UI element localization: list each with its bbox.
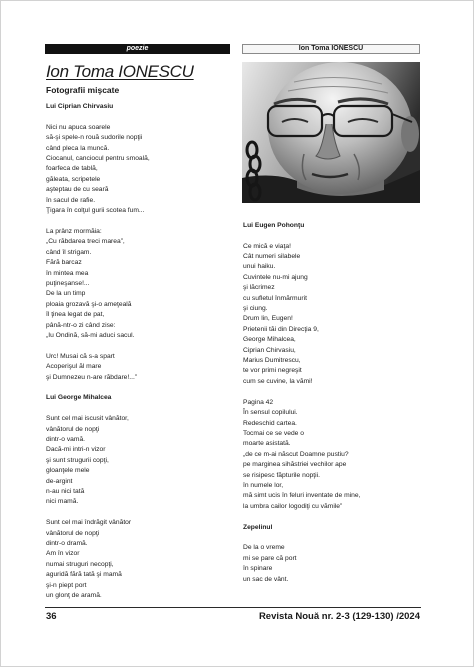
poem-line: ploaia grozavă şi-o ameţeală [46,300,132,308]
stanza-break [243,231,420,241]
poem-title: Fotografii mişcate [46,85,120,95]
poem-line: De la o vreme [243,544,285,552]
poem-line: la umbra cailor logodiţi cu vămile” [243,502,343,510]
poem-line: de-argint [46,477,73,485]
page-number: 36 [46,611,57,622]
poem-line: puţineşanse!... [46,279,90,287]
stanza [46,518,230,601]
poem-line: Cuvintele nu-mi ajung [243,273,308,281]
poem-line: dintr-o dramă. [46,540,88,548]
poem-line: cu sufletul înmărmurit [243,294,307,302]
poem-line: Prietenii tăi din Direcţia 9, [243,325,319,333]
poem-line: gloanţele mele [46,467,90,475]
poem-line: găleata, scripetele [46,175,101,183]
author-header-box: Ion Toma IONESCU [242,44,420,54]
stanza-break [243,533,420,543]
author-name-title: Ion Toma IONESCU [46,62,194,81]
poem-line: un sac de vânt. [243,575,289,583]
poem-line: în numele lor, [243,481,284,489]
poem-line: mă simt ucis în feluri inventate de mine, [243,492,361,500]
poem-line: până-ntr-o zi când zise: [46,321,116,329]
poem-line: Fără barcaz [46,259,82,267]
stanza [46,352,230,383]
stanza-break [46,216,230,226]
poem-heading: Lui George Mihalcea [46,394,112,402]
poem-line: şi lăcrimez [243,284,275,292]
poem-line: în mintea mea [46,269,89,277]
right-column [243,221,420,585]
publication-name: Revista Nouă nr. 2-3 (129-130) /2024 [258,611,420,622]
poem-line: aguridă fără tată şi mamă [46,571,122,579]
poem-line: şi sunt strugurii copţi, [46,456,109,464]
poem-line: Ce mică e viaţa! [243,242,291,250]
poem-line: Nici nu apuca soarele [46,123,111,131]
poem-line: Cât numeri silabele [243,253,301,261]
poem-line: „Iu Ondină, să-mi aduci sacul. [46,331,135,339]
poem-line: Pagina 42 [243,398,274,406]
stanza-break [46,112,230,122]
poem-line: mi se pare că port [243,554,297,562]
poem-line: George Mihalcea, [243,336,296,344]
poem-line: vânătorul de nopţi [46,425,100,433]
poem-line: Marius Dumitrescu, [243,357,301,365]
glasses-icon [268,106,412,136]
poem-line: pe marginea sihăstriei vechilor ape [243,461,347,469]
poem-line: Ţigara în colţul gurii scotea fum... [46,207,145,215]
stanza [243,242,420,388]
poem-heading: Zepelinul [243,523,273,531]
poem-line: Sunt cel mai iscusit vânător, [46,415,129,423]
poem-line: De la un timp [46,290,86,298]
poem-line: Urc! Musai că s-a spart [46,352,115,360]
poem-line: numai struguri necopţi, [46,560,114,568]
poem-line: un glonţ de aramă. [46,592,102,600]
poem-line: Dacă-mi intri-n vizor [46,446,106,454]
poem-line: n-au nici tată [46,488,85,496]
poem-line: dintr-o vamă. [46,436,86,443]
stanza-break [46,341,230,351]
poem-line: Acoperişul ăl mare [46,363,102,371]
stanza-break [46,404,230,414]
stanza [46,414,230,508]
author-portrait-image [242,62,420,203]
poem-line: te vor primi negreşit [243,367,302,375]
left-column [46,102,230,602]
poem-line: Sunt cel mai îndrăgit vânător [46,519,132,527]
poem-line: când pleca la muncă. [46,144,110,152]
poem-line: Drum lin, Eugen! [243,315,293,323]
poem-line: unui haiku. [243,263,276,271]
stanza-break [46,508,230,518]
poem-heading: Lui Ciprian Chirvasiu [46,103,114,110]
poem-line: când îl strigam. [46,248,92,256]
section-label: poezie [45,44,230,54]
poem-break [243,512,420,522]
poem-line: Tocmai ce se vede o [243,429,304,437]
poem-line: şi ciung. [243,305,268,313]
poem-line: nici mamă. [46,498,79,506]
stanza [243,398,420,512]
poem-line: moarte asistată. [243,440,291,448]
poem-line: se risipesc făpturile nopţii. [243,471,320,479]
poem-line: Am în vizor [46,550,80,558]
poem-break [46,383,230,393]
poem-line: „Cu răbdarea treci marea”, [46,238,125,246]
author-photo [242,62,420,203]
poem-line: să-şi spele-n rouă sudorile nopţii [46,134,143,142]
poem-line: şi Dumnezeu n-are răbdare!...” [46,373,138,381]
footer-divider [45,607,421,608]
poem-line: cum se cuvine, la vămi! [243,377,313,385]
stanza [46,123,230,217]
poem-heading: Lui Eugen Pohonţu [243,221,305,229]
stanza [243,543,420,585]
stanza-break [243,387,420,397]
poem-line: aşteptau de cu seară [46,186,109,194]
poem-line: „de ce m-ai născut Doamne pustiu? [243,450,349,458]
poem-line: La prânz mormăia: [46,227,102,235]
poem-line: Ciocanul, canciocul pentru smoală, [46,155,150,163]
poem-line: îl ţinea legat de pat, [46,311,105,319]
poem-line: în spinare [243,565,273,573]
poem-line: vânătorul de nopţi [46,529,100,537]
poem-line: Redeschid cartea. [243,419,297,427]
poem-line: şi-n piept port [46,581,87,589]
poem-line: foarfeca de tablă, [46,165,98,173]
poem-line: în sacul de rafie. [46,196,96,204]
poem-line: Ciprian Chirvasiu, [243,346,296,354]
poem-line: În sensul copilului. [243,409,298,417]
stanza [46,227,230,341]
